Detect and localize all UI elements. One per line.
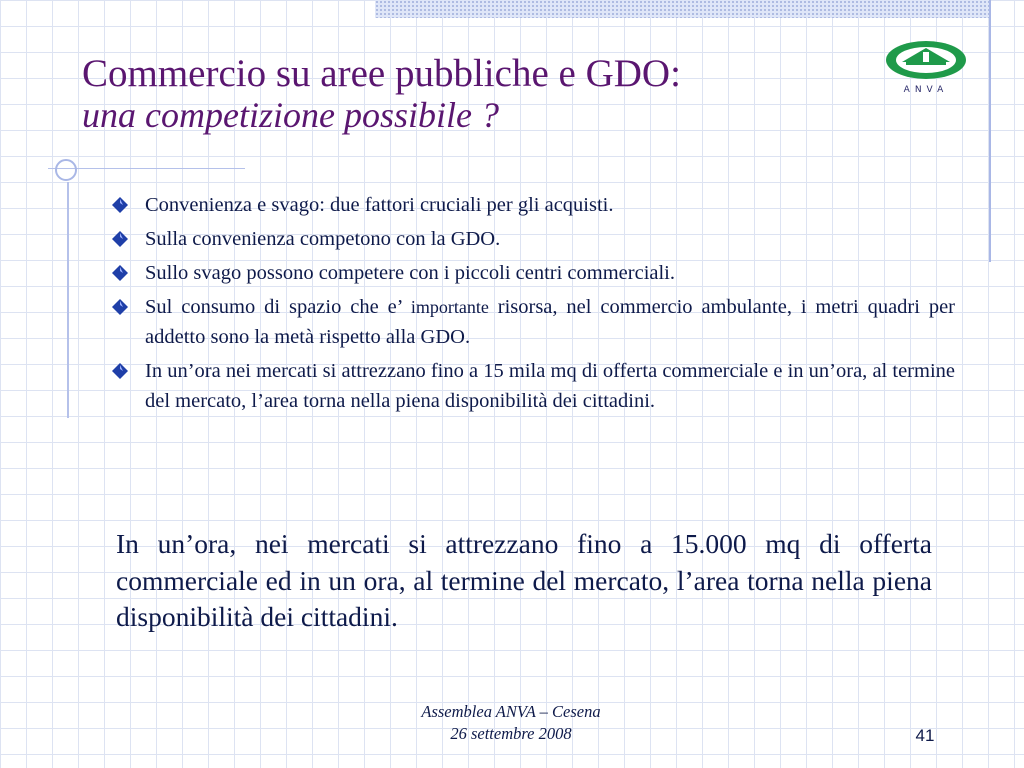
bullet-text-part: Sul consumo di spazio che e’ [145,296,411,318]
title-line-2: una competizione possibile ? [82,95,499,135]
header-dotted-bar [375,0,990,18]
decorative-horizontal-line [48,168,245,169]
bullet-text [145,296,955,348]
slide-title [82,53,681,135]
bullet-item [112,258,955,288]
footer-date: 26 settembre 2008 [450,724,572,743]
bullet-text: Sullo svago possono competere con i piccoli centri commerciali. [145,262,676,284]
logo-text: ANVA [903,85,949,95]
bullet-list [112,190,955,420]
footer-event: Assemblea ANVA – Cesena [421,702,601,721]
callout-paragraph: In un’ora, nei mercati si attrezzano fino a 15.000 mq di offerta commerciale ed in un ora, al termine del mercato, l’area torna nella piena disponibilità dei cittadini. [116,528,932,632]
title-line-1: Commercio su aree pubbliche e GDO: [82,52,681,95]
decorative-vertical-line-right [989,0,991,262]
diamond-bullet-icon [112,265,128,281]
bullet-text: Convenienza e svago: due fattori cruciali per gli acquisti. [145,194,614,216]
decorative-vertical-line-left [67,182,69,418]
bullet-text: Sulla convenienza competono con la GDO. [145,228,501,250]
bullet-text-part: risorsa, nel commercio ambulante, i metri quadri per addetto sono la metà rispetto alla GDO. [145,296,956,348]
bullet-item [112,292,955,352]
bullet-item [112,224,955,254]
diamond-bullet-icon [112,231,128,247]
page-number: 41 [915,726,935,745]
decorative-circle-icon [55,159,77,181]
diamond-bullet-icon [112,299,128,315]
bullet-item [112,190,955,220]
anva-logo-icon [882,38,970,96]
diamond-bullet-icon [112,197,128,213]
bullet-text-small: importante [410,297,489,317]
bullet-text: In un’ora nei mercati si attrezzano fino a 15 mila mq di offerta commerciale e in un’ora, al termine del mercato, l’area torna nella piena disponibilità dei cittadini. [145,360,955,412]
bullet-item [112,356,955,416]
footer-info [380,701,642,745]
diamond-bullet-icon [112,363,128,379]
